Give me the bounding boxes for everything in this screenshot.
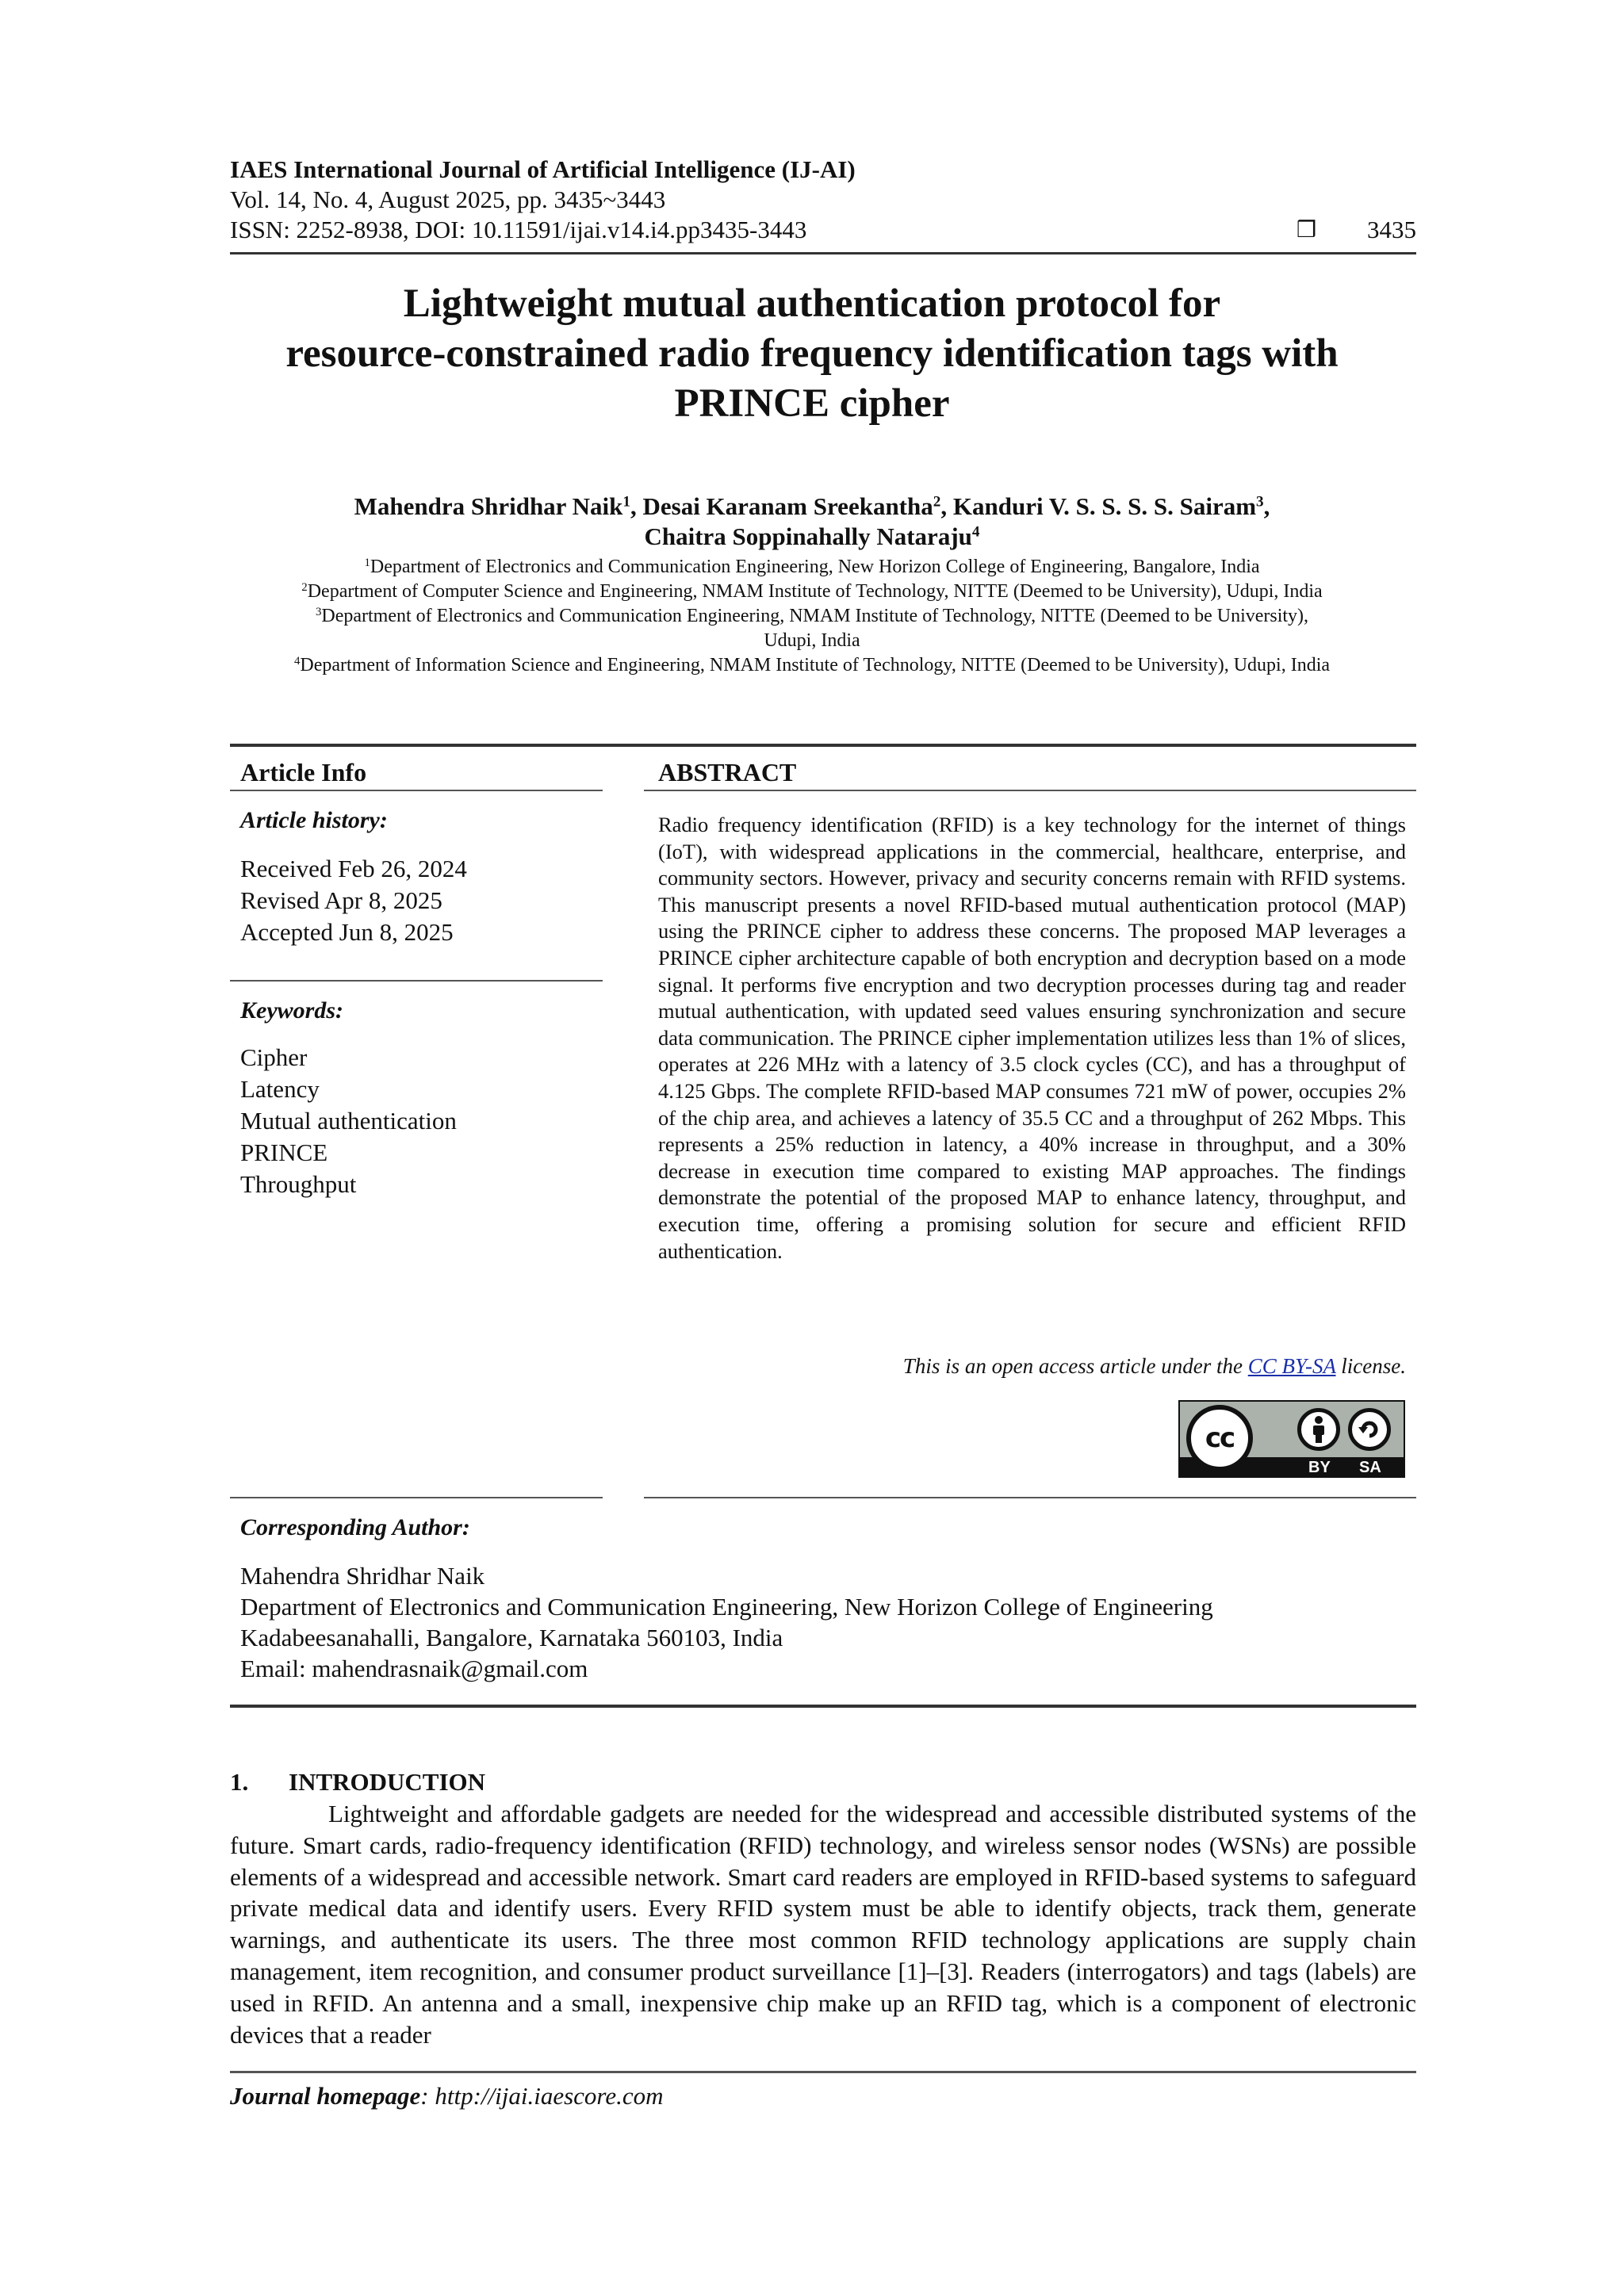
license-notice xyxy=(658,1354,1406,1379)
corresponding-email: Email: mahendrasnaik@gmail.com xyxy=(240,1655,588,1682)
cc-icon: cc xyxy=(1186,1405,1253,1471)
keyword-item: Latency xyxy=(240,1075,320,1103)
license-prefix: This is an open access article under the xyxy=(902,1354,1248,1378)
affiliation-1-sup: 1 xyxy=(364,556,370,569)
journal-issn-doi: ISSN: 2252-8938, DOI: 10.11591/ijai.v14.i4.pp3435-3443 xyxy=(230,216,807,243)
corresponding-address: Kadabeesanahalli, Bangalore, Karnataka 560103, India xyxy=(240,1624,783,1651)
corresponding-name: Mahendra Shridhar Naik xyxy=(240,1562,485,1590)
journal-homepage xyxy=(230,2082,663,2110)
author-sep: , xyxy=(940,492,948,520)
keywords-label: Keywords: xyxy=(240,997,343,1024)
cc-by-sa-badge[interactable] xyxy=(1178,1400,1405,1478)
article-info-heading: Article Info xyxy=(240,758,367,786)
author-2-sup: 2 xyxy=(933,493,941,511)
affiliation-3 xyxy=(206,604,1418,629)
affiliation-1 xyxy=(206,555,1418,580)
abstract-bottom-rule xyxy=(644,1497,1416,1498)
corresponding-dept: Department of Electronics and Communication Engineering, New Horizon College of Engineering xyxy=(240,1593,1213,1621)
badge-sa-label: SA xyxy=(1359,1459,1381,1476)
abstract-rule xyxy=(644,790,1416,791)
article-history-label: Article history: xyxy=(240,807,388,833)
affiliation-4-text: Department of Information Science and Engineering, NMAM Institute of Technology, NITTE (Deemed to be University), Udupi, India xyxy=(300,655,1331,675)
author-3: Kanduri V. S. S. S. S. Sairam xyxy=(952,492,1257,520)
title-line-2: resource-constrained radio frequency identification tags with xyxy=(285,331,1339,376)
author-1-sup: 1 xyxy=(622,493,630,511)
corresponding-author-block xyxy=(240,1560,1213,1684)
abstract-text: Radio frequency identification (RFID) is a key technology for the internet of things (IoT), with widespread applications in the commercial, healthcare, enterprise, and community sectors. However, privacy and security concerns remain with RFID systems. This manuscript presents a novel RFID-based mutual authentication protocol (MAP) using the PRINCE cipher to address these concerns. The proposed MAP leverages a PRINCE cipher architecture capable of both encryption and decryption based on a mode signal. It performs five encryption and two decryption processes during tag and reader mutual authentication, with updated seed values ensuring synchronization and secure data communication. The PRINCE cipher implementation utilizes less than 1% of slices, operates at 226 MHz with a latency of 3.5 clock cycles (CC), and has a throughput of 4.125 Gbps. The complete RFID-based MAP consumes 721 mW of power, occupies 2% of the chip area, and achieves a latency of 35.5 CC and a throughput of 262 Mbps. This represents a 25% reduction in latency, a 40% increase in throughput, and a 30% decrease in execution time compared to existing MAP approaches. The findings demonstrate the potential of the proposed MAP to enhance latency, throughput, and execution time, offering a promising solution for secure and efficient RFID authentication. xyxy=(658,813,1406,1263)
footer-rule xyxy=(230,2071,1416,2073)
share-alike-glyph-icon xyxy=(1356,1416,1383,1443)
paper-title xyxy=(159,279,1465,429)
title-line-1: Lightweight mutual authentication protocol for xyxy=(403,281,1221,326)
journal-homepage-url: : http://ijai.iaescore.com xyxy=(420,2082,664,2110)
author-1: Mahendra Shridhar Naik xyxy=(354,492,623,520)
introduction-body xyxy=(230,1798,1416,2050)
accepted-date: Accepted Jun 8, 2025 xyxy=(240,918,454,946)
badge-by-label: BY xyxy=(1308,1459,1331,1476)
author-sep: , xyxy=(630,492,637,520)
history-rule xyxy=(230,980,603,982)
keyword-item: Cipher xyxy=(240,1043,308,1071)
keyword-item: Throughput xyxy=(240,1170,357,1198)
affiliation-2-text: Department of Computer Science and Engineering, NMAM Institute of Technology, NITTE (Deemed to be University), Udupi, India xyxy=(307,581,1323,602)
affiliations xyxy=(206,555,1418,678)
author-4: Chaitra Soppinahally Nataraju xyxy=(644,522,972,550)
received-date: Received Feb 26, 2024 xyxy=(240,855,467,882)
introduction-paragraph: Lightweight and affordable gadgets are needed for the widespread and accessible distributed systems of the future. Smart cards, radio-frequency identification (RFID) technology, and wireless sensor nodes (WSNs) are possible elements of a widespread and accessible network. Smart card readers are employed in RFID-based systems to safeguard private medical data and identify users. Every RFID system must be able to identify objects, track them, generate warnings, and authenticate its users. The three most common RFID technology applications are supply chain management, item recognition, and consumer product surveillance [1]–[3]. Readers (interrogators) and tags (labels) are used in RFID. An antenna and a small, inexpensive chip make up an RFID tag, which is a component of electronic devices that a reader xyxy=(230,1800,1416,2049)
affiliation-2-sup: 2 xyxy=(301,580,308,594)
affiliation-4 xyxy=(206,653,1418,678)
page-number: 3435 xyxy=(1367,216,1416,243)
affiliation-1-text: Department of Electronics and Communication Engineering, New Horizon College of Engineering, Bangalore, India xyxy=(370,557,1260,577)
info-box-top-rule xyxy=(230,744,1416,747)
affiliation-3-cont: Udupi, India xyxy=(764,630,860,651)
info-box-bottom-rule xyxy=(230,1705,1416,1708)
attribution-icon xyxy=(1297,1408,1340,1451)
corresponding-author-label: Corresponding Author: xyxy=(240,1514,470,1540)
header-rule xyxy=(230,252,1416,254)
abstract-heading: ABSTRACT xyxy=(658,758,797,786)
keyword-item: Mutual authentication xyxy=(240,1107,457,1135)
title-line-3: PRINCE cipher xyxy=(674,381,950,426)
revised-date: Revised Apr 8, 2025 xyxy=(240,886,442,914)
affiliation-3-sup: 3 xyxy=(315,605,322,618)
author-3-sup: 3 xyxy=(1256,493,1264,511)
keyword-list xyxy=(240,1042,457,1200)
section-heading xyxy=(230,1768,485,1797)
person-glyph-icon xyxy=(1307,1415,1331,1444)
section-number: 1. xyxy=(230,1768,249,1796)
affiliation-3-text: Department of Electronics and Communication Engineering, NMAM Institute of Technology, NITTE (Deemed to be University), xyxy=(321,606,1309,626)
keyword-item: PRINCE xyxy=(240,1138,328,1166)
author-4-sup: 4 xyxy=(971,523,980,541)
article-info-rule xyxy=(230,790,603,791)
author-sep: , xyxy=(1263,492,1270,520)
license-link[interactable]: CC BY-SA xyxy=(1247,1354,1336,1378)
license-suffix: license. xyxy=(1335,1354,1406,1378)
author-line-2 xyxy=(159,522,1465,552)
journal-homepage-label: Journal homepage xyxy=(230,2082,421,2110)
keywords-rule xyxy=(230,1497,603,1498)
section-title: INTRODUCTION xyxy=(289,1768,486,1796)
share-alike-icon xyxy=(1348,1408,1391,1451)
author-line-1 xyxy=(159,492,1465,522)
author-2: Desai Karanam Sreekantha xyxy=(642,492,933,520)
journal-name: IAES International Journal of Artificial Intelligence (IJ-AI) xyxy=(230,155,856,183)
affiliation-2 xyxy=(206,580,1418,604)
journal-volume: Vol. 14, No. 4, August 2025, pp. 3435~3443 xyxy=(230,186,666,213)
author-list xyxy=(159,492,1465,552)
affiliation-4-sup: 4 xyxy=(293,654,301,668)
box-bullet-icon: ❒ xyxy=(1297,216,1317,243)
